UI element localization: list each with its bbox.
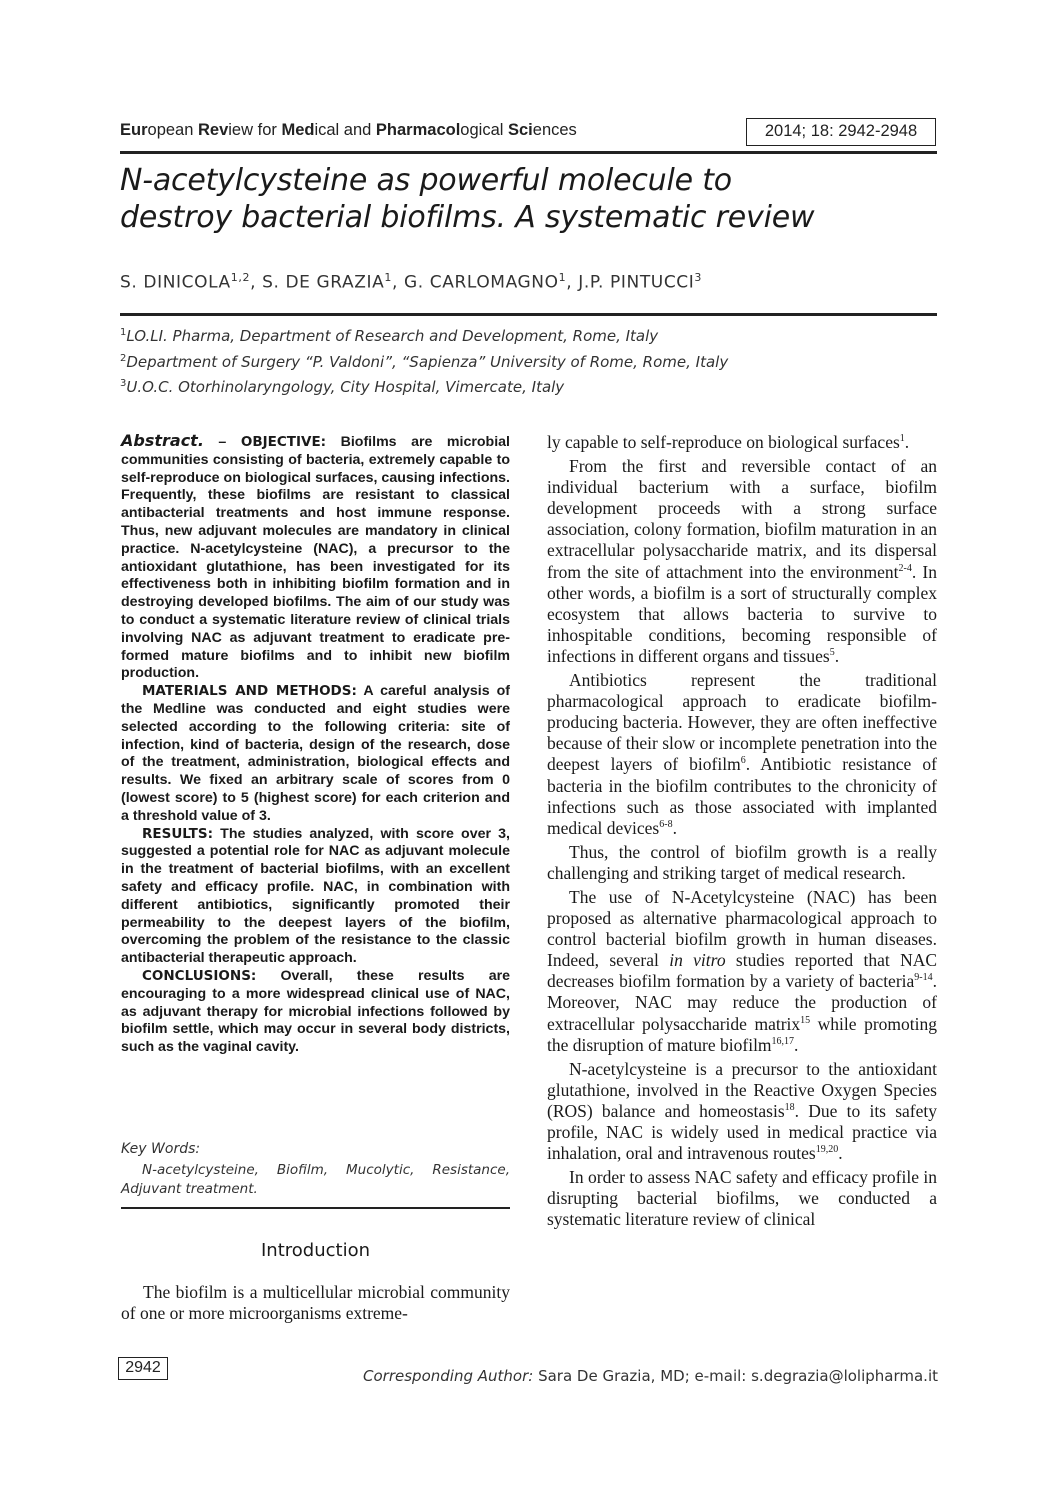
affiliation-list <box>120 322 728 399</box>
author-name: G. CARLOMAGNO <box>403 272 559 293</box>
citation-ref: 5 <box>829 647 835 659</box>
body-paragraph: Thus, the control of biofilm growth is a really challenging and striking target of medical research. <box>547 841 937 883</box>
introduction-paragraph: The biofilm is a multicellular microbial community of one or more microorganisms extreme- <box>121 1282 510 1323</box>
author-list: S. DINICOLA$^{1,2}$, S. DE GRAZIA$^1$, G. CARLOMAGNO$^1$, J.P. PINTUCCI$^3$ <box>120 271 703 293</box>
citation-ref: 16,17 <box>771 1035 795 1047</box>
citation-ref: 1 <box>899 433 905 445</box>
author-sup: 3 <box>694 271 703 284</box>
body-paragraph: In order to assess NAC safety and efficacy profile in disrupting bacterial biofilms, we conducted a systematic literature review of clinical <box>547 1167 937 1230</box>
body-paragraph: Antibiotics represent the traditional pharmacological approach to eradicate biofilm-producing bacteria. However, they are often ineffective because of their slow or incomplete penetration into the deepest layers of biofilm$^6$. Antibiotic resistance of bacteria in the biofilm contributes to the chronicity of infections such as those associated with implanted medical devices$^{6-8}$. <box>547 670 937 838</box>
abstract-conclusions: CONCLUSIONS: Overall, these results are encouraging to a more widespread clinical use of NAC, as adjuvant therapy for microbial infections followed by biofilm settle, which may occur in several body districts, such as the vaginal cavity. <box>121 967 510 1056</box>
section-label: RESULTS: <box>142 825 214 842</box>
section-label: CONCLUSIONS: <box>142 967 257 984</box>
citation-box: 2014; 18: 2942-2948 <box>746 118 936 146</box>
affiliation-item: $^3$U.O.C. Otorhinolaryngology, City Hospital, Vimercate, Italy <box>120 378 565 396</box>
author-name: S. DINICOLA <box>120 272 231 293</box>
citation-ref: 2-4 <box>898 562 912 574</box>
affiliation-item: $^1$LO.LI. Pharma, Department of Research and Development, Rome, Italy <box>120 327 659 345</box>
body-paragraph: From the first and reversible contact of an individual bacterium with a surface, biofilm development proceeds with a strong surface association, colony formation, biofilm maturation in an extracellular polysaccharide matrix, and its dispersal from the site of attachment into the environment$^{2-4}$. In other words, a biofilm is a sort of structurally complex ecosystem that allows bacteria to survive to inhospitable conditions, becoming responsible of infections in different organs and tissues$^5$. <box>547 456 937 666</box>
affiliation-rule <box>120 313 937 316</box>
abstract <box>121 432 510 1057</box>
page-number: 2942 <box>118 1357 168 1380</box>
corresponding-author: Corresponding Author: Sara De Grazia, MD; e-mail: s.degrazia@lolipharma.it <box>363 1367 938 1385</box>
abstract-objective: Abstract. – OBJECTIVE: Biofilms are microbial communities consisting of bacteria, extremely capable to self-reproduce on biological surfaces, causing infections. Frequently, these biofilms are resistant to classical antibacterial treatments and host immune response. Thus, new adjuvant molecules are mandatory in clinical practice. N-acetylcysteine (NAC), a precursor to the antioxidant glutathione, has been investigated for its effectiveness both in inhibiting biofilm formation and in destroying developed biofilms. The aim of our study was to conduct a systematic literature review of clinical trials involving NAC as adjuvant treatment to eradicate pre-formed mature biofilms and to inhibit new biofilm production. <box>121 431 511 682</box>
abstract-label: Abstract. <box>121 431 204 450</box>
author-sup: 1 <box>558 271 567 284</box>
citation-ref: 15 <box>800 1014 811 1026</box>
keywords-text: N-acetylcysteine, Biofilm, Mucolytic, Resistance, Adjuvant treatment. <box>121 1162 510 1197</box>
author-sup: 1,2 <box>230 271 251 284</box>
author-sup: 1 <box>384 271 392 284</box>
section-label: OBJECTIVE: <box>240 434 327 450</box>
section-heading-introduction: Introduction <box>260 1240 370 1261</box>
keywords-rule <box>121 1207 510 1209</box>
section-label: MATERIALS AND METHODS: <box>142 683 357 700</box>
header-rule <box>120 151 937 154</box>
author-name: J.P. PINTUCCI <box>578 272 695 293</box>
body-paragraph: The use of N-Acetylcysteine (NAC) has been proposed as alternative pharmacological approach to control bacterial biofilm growth in human diseases. Indeed, several in vitro studies reported that NAC decreases biofilm formation by a variety of bacteria$^{9-14}$. Moreover, NAC may reduce the production of extracellular polysaccharide matrix$^{15}$ while promoting the disruption of mature biofilm$^{16,17}$. <box>547 886 938 1055</box>
abstract-results: RESULTS: The studies analyzed, with score over 3, suggested a potential role for NAC as adjuvant molecule in the treatment of bacterial biofilms, with an excellent safety and efficacy profile. NAC, in combination with different antibiotics, significantly promoted their permeability to the deepest layers of the biofilm, overcoming the problem of the resistance to the classic antibacterial therapeutic approach. <box>121 825 510 967</box>
citation-ref: 6 <box>740 755 746 767</box>
body-paragraph: ly capable to self-reproduce on biological surfaces$^1$. <box>547 432 910 452</box>
citation-ref: 9-14 <box>914 972 933 984</box>
citation-ref: 6-8 <box>659 818 673 830</box>
author-name: S. DE GRAZIA <box>262 272 385 293</box>
journal-name: European Review for Medical and Pharmacological Sciences <box>120 121 577 139</box>
title-line-2: destroy bacterial biofilms. A systematic review <box>120 200 815 235</box>
paper-title <box>120 162 950 236</box>
abstract-methods: MATERIALS AND METHODS: A careful analysis of the Medline was conducted and eight studies were selected according to the following criteria: site of infection, kind of bacteria, design of the research, dose of the treatment, administration, biological effects and results. We fixed an arbitrary scale of scores from 0 (lowest score) to 5 (highest score) for each criterion and a threshold value of 3. <box>121 683 510 824</box>
keywords-label: Key Words: <box>121 1141 201 1157</box>
citation-ref: 19,20 <box>815 1144 839 1156</box>
body-column-right <box>547 432 937 1233</box>
citation-ref: 18 <box>784 1102 795 1114</box>
title-line-1: N-acetylcysteine as powerful molecule to <box>120 163 732 198</box>
affiliation-item: $^2$Department of Surgery “P. Valdoni”, “Sapienza” University of Rome, Rome, Italy <box>120 352 729 371</box>
body-paragraph: N-acetylcysteine is a precursor to the antioxidant glutathione, involved in the Reactive Oxygen Species (ROS) balance and homeostasis$^{18}$. Due to its safety profile, NAC is widely used in medical practice via inhalation, oral and intravenous routes$^{19,20}$. <box>547 1058 938 1164</box>
